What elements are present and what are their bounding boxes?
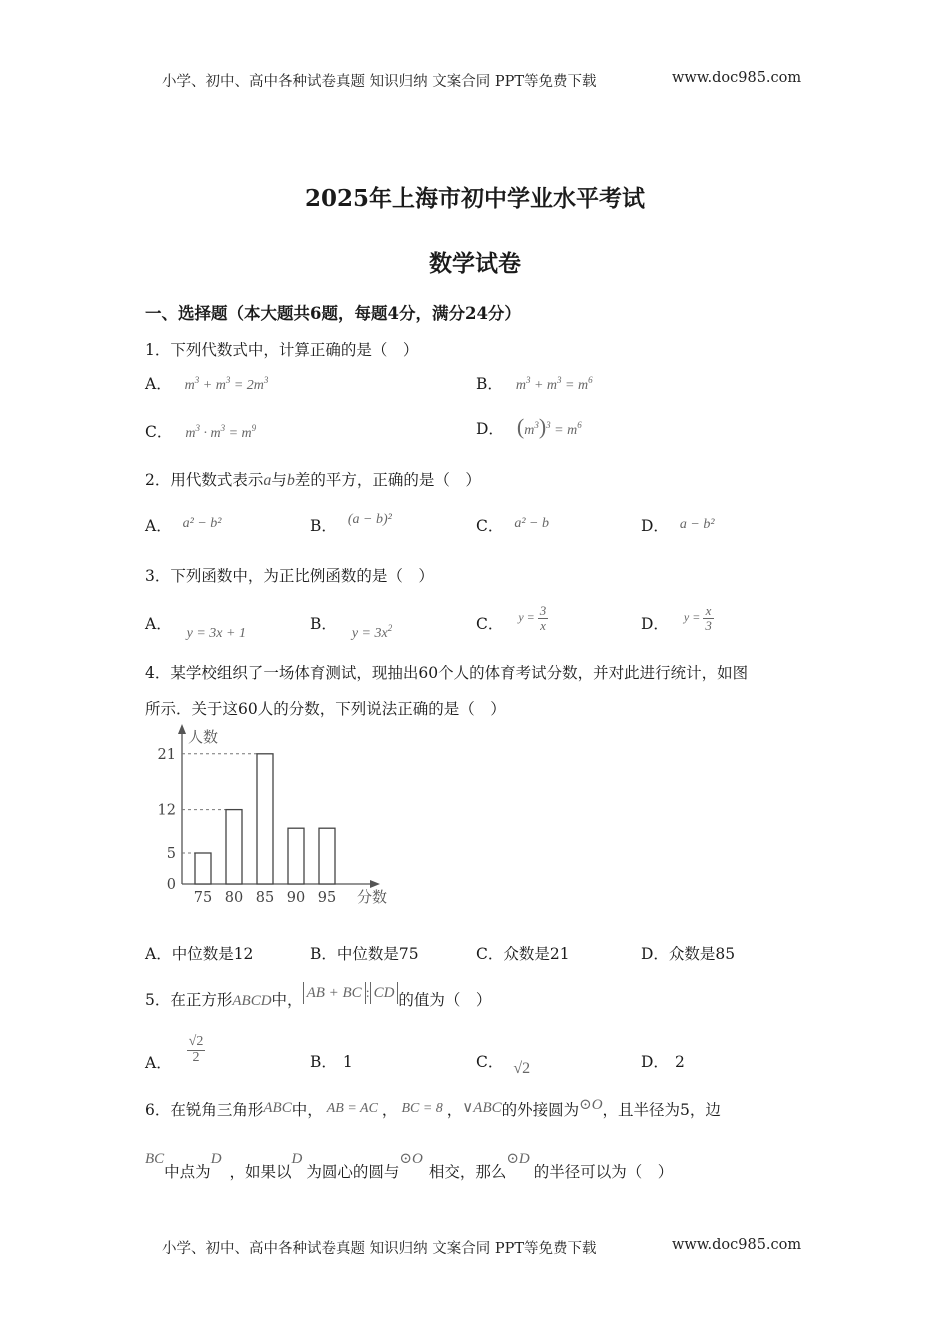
q4-option-b[interactable]: B．中位数是75 [310,945,419,963]
x-tick-90: 90 [286,890,306,906]
y-tick-5: 5 [166,846,176,862]
footer-text: 小学、初中、高中各种试卷真题 知识归纳 文案合同 PPT等免费下载 [162,1241,597,1257]
question-4-stem-line1: 4．某学校组织了一场体育测试，现抽出60个人的体育考试分数，并对此进行统计，如图 [145,664,749,682]
q3-d-expr: y = x 3 [683,603,712,633]
score-bar-chart [150,722,410,912]
q2-b-expr: (a − b)² [347,512,392,527]
option-label: B． [310,1053,337,1071]
q3-c-expr: y = 3 x [518,603,547,633]
q4-option-c[interactable]: C．众数是21 [476,945,570,963]
x-tick-80: 80 [224,890,244,906]
option-label: D． [476,420,504,438]
option-label: C． [476,517,504,535]
question-1-stem: 1．下列代数式中，计算正确的是（ ） [145,341,419,359]
question-3-stem: 3．下列函数中，为正比例函数的是（ ） [145,567,434,585]
q3-b-expr: $y = 3x^2$ [351,623,393,641]
option-label: B． [476,375,503,393]
option-label: C． [476,1053,504,1071]
bar-95 [319,828,335,884]
x-tick-75: 75 [193,890,213,906]
q3-option-d[interactable] [641,603,714,640]
option-label: B． [310,615,337,633]
y-axis-arrow [178,724,186,734]
x-axis-label: 分数 [357,888,388,906]
eq-bc-8: BC = 8 [401,1101,443,1116]
q1-option-c[interactable] [145,420,256,442]
bar-85 [257,754,273,884]
y-tick-21: 21 [157,746,176,763]
y-tick-0: 0 [166,877,176,893]
q3-option-a[interactable] [145,612,246,641]
q4-option-d[interactable]: D．众数是85 [641,945,736,963]
vector-cd-expr: CD [370,982,399,1004]
var-b: b [286,472,295,489]
q1-option-a[interactable] [145,372,268,394]
q1-option-b[interactable] [476,372,593,394]
var-a: a [263,472,272,489]
q2-option-c[interactable] [476,514,549,536]
x-axis-arrow [370,880,380,888]
question-6-stem-line1: 6．在锐角三角形ABC中， AB = AC ， BC = 8 ，∨ABC的外接圆为⊙O，且半径为5，边 [145,1097,721,1119]
eq-ab-ac: AB = AC [326,1101,378,1116]
triangle-abc: ∨ABC [462,1100,502,1116]
q2-option-b[interactable] [310,514,392,536]
footer-url[interactable]: www.doc985.com [672,1237,802,1253]
q5-a-expr: $\frac{√2}{2}$ [188,1034,204,1065]
triangle-name: ABC [263,1100,292,1116]
q3-option-b[interactable] [310,612,393,641]
q3-a-expr: y = 3x + 1 [186,626,246,641]
x-tick-85: 85 [255,890,275,906]
circle-o: ⊙O [579,1097,603,1113]
option-label: C． [476,615,504,633]
bar-90 [288,828,304,884]
section-heading: 一、选择题（本大题共6题，每题4分，满分24分） [145,304,521,323]
q1-c-expr: $m^3 \cdot m^3 = m^9$ [185,423,257,441]
option-label: D． [641,1053,669,1071]
q4-option-a[interactable]: A．中位数是12 [145,945,254,963]
option-label: A． [145,1054,172,1073]
q2-option-d[interactable] [641,514,715,536]
option-label: B． [310,517,337,535]
option-label: A． [145,615,172,633]
option-label: D． [641,517,669,535]
q2-c-expr: a² − b [514,516,549,531]
q1-b-expr: $m^3 + m^3 = m^6$ [515,375,593,393]
option-label: C． [145,423,173,441]
header-text: 小学、初中、高中各种试卷真题 知识归纳 文案合同 PPT等免费下载 [162,74,597,90]
q5-option-d[interactable]: D． 2 [641,1053,685,1071]
question-6-stem-line2: BC中点为D，如果以D为圆心的圆与⊙O相交，那么⊙D的半径可以为（ ） [145,1151,674,1181]
q5-option-c[interactable]: C． √2 [476,1053,531,1077]
q5-option-b[interactable]: B． 1 [310,1053,353,1071]
option-label: A． [145,375,172,393]
question-4-stem-line2: 所示．关于这60人的分数，下列说法正确的是（ ） [145,700,506,718]
y-axis-label: 人数 [188,728,219,746]
x-tick-95: 95 [317,890,337,906]
y-tick-12: 12 [157,802,176,819]
option-label: D． [641,615,669,633]
bar-80 [226,810,242,884]
bar-75 [195,853,211,884]
q1-option-d[interactable] [476,414,582,440]
square-name: ABCD [232,993,272,1009]
q5-option-a[interactable] [145,1034,205,1073]
q2-d-expr: a − b² [679,517,715,532]
question-2-stem: 2．用代数式表示a与b差的平方，正确的是（ ） [145,471,481,489]
option-label: A． [145,517,172,535]
q2-option-a[interactable] [145,514,221,536]
q3-option-c[interactable] [476,603,548,640]
q2-a-expr: a² − b² [182,516,222,531]
doc-subtitle: 数学试卷 [429,250,521,277]
question-5-stem: 5．在正方形ABCD中， AB + BC : CD 的值为（ ） [145,988,491,1012]
vector-sum-expr: AB + BC [303,982,366,1004]
q1-d-expr: $(m^3)^3 = m^6$ [516,414,582,439]
doc-title: 2025年上海市初中学业水平考试 [304,185,645,212]
header-url[interactable]: www.doc985.com [672,70,802,86]
q1-a-expr: $m^3 + m^3 = 2m^3$ [184,375,269,393]
